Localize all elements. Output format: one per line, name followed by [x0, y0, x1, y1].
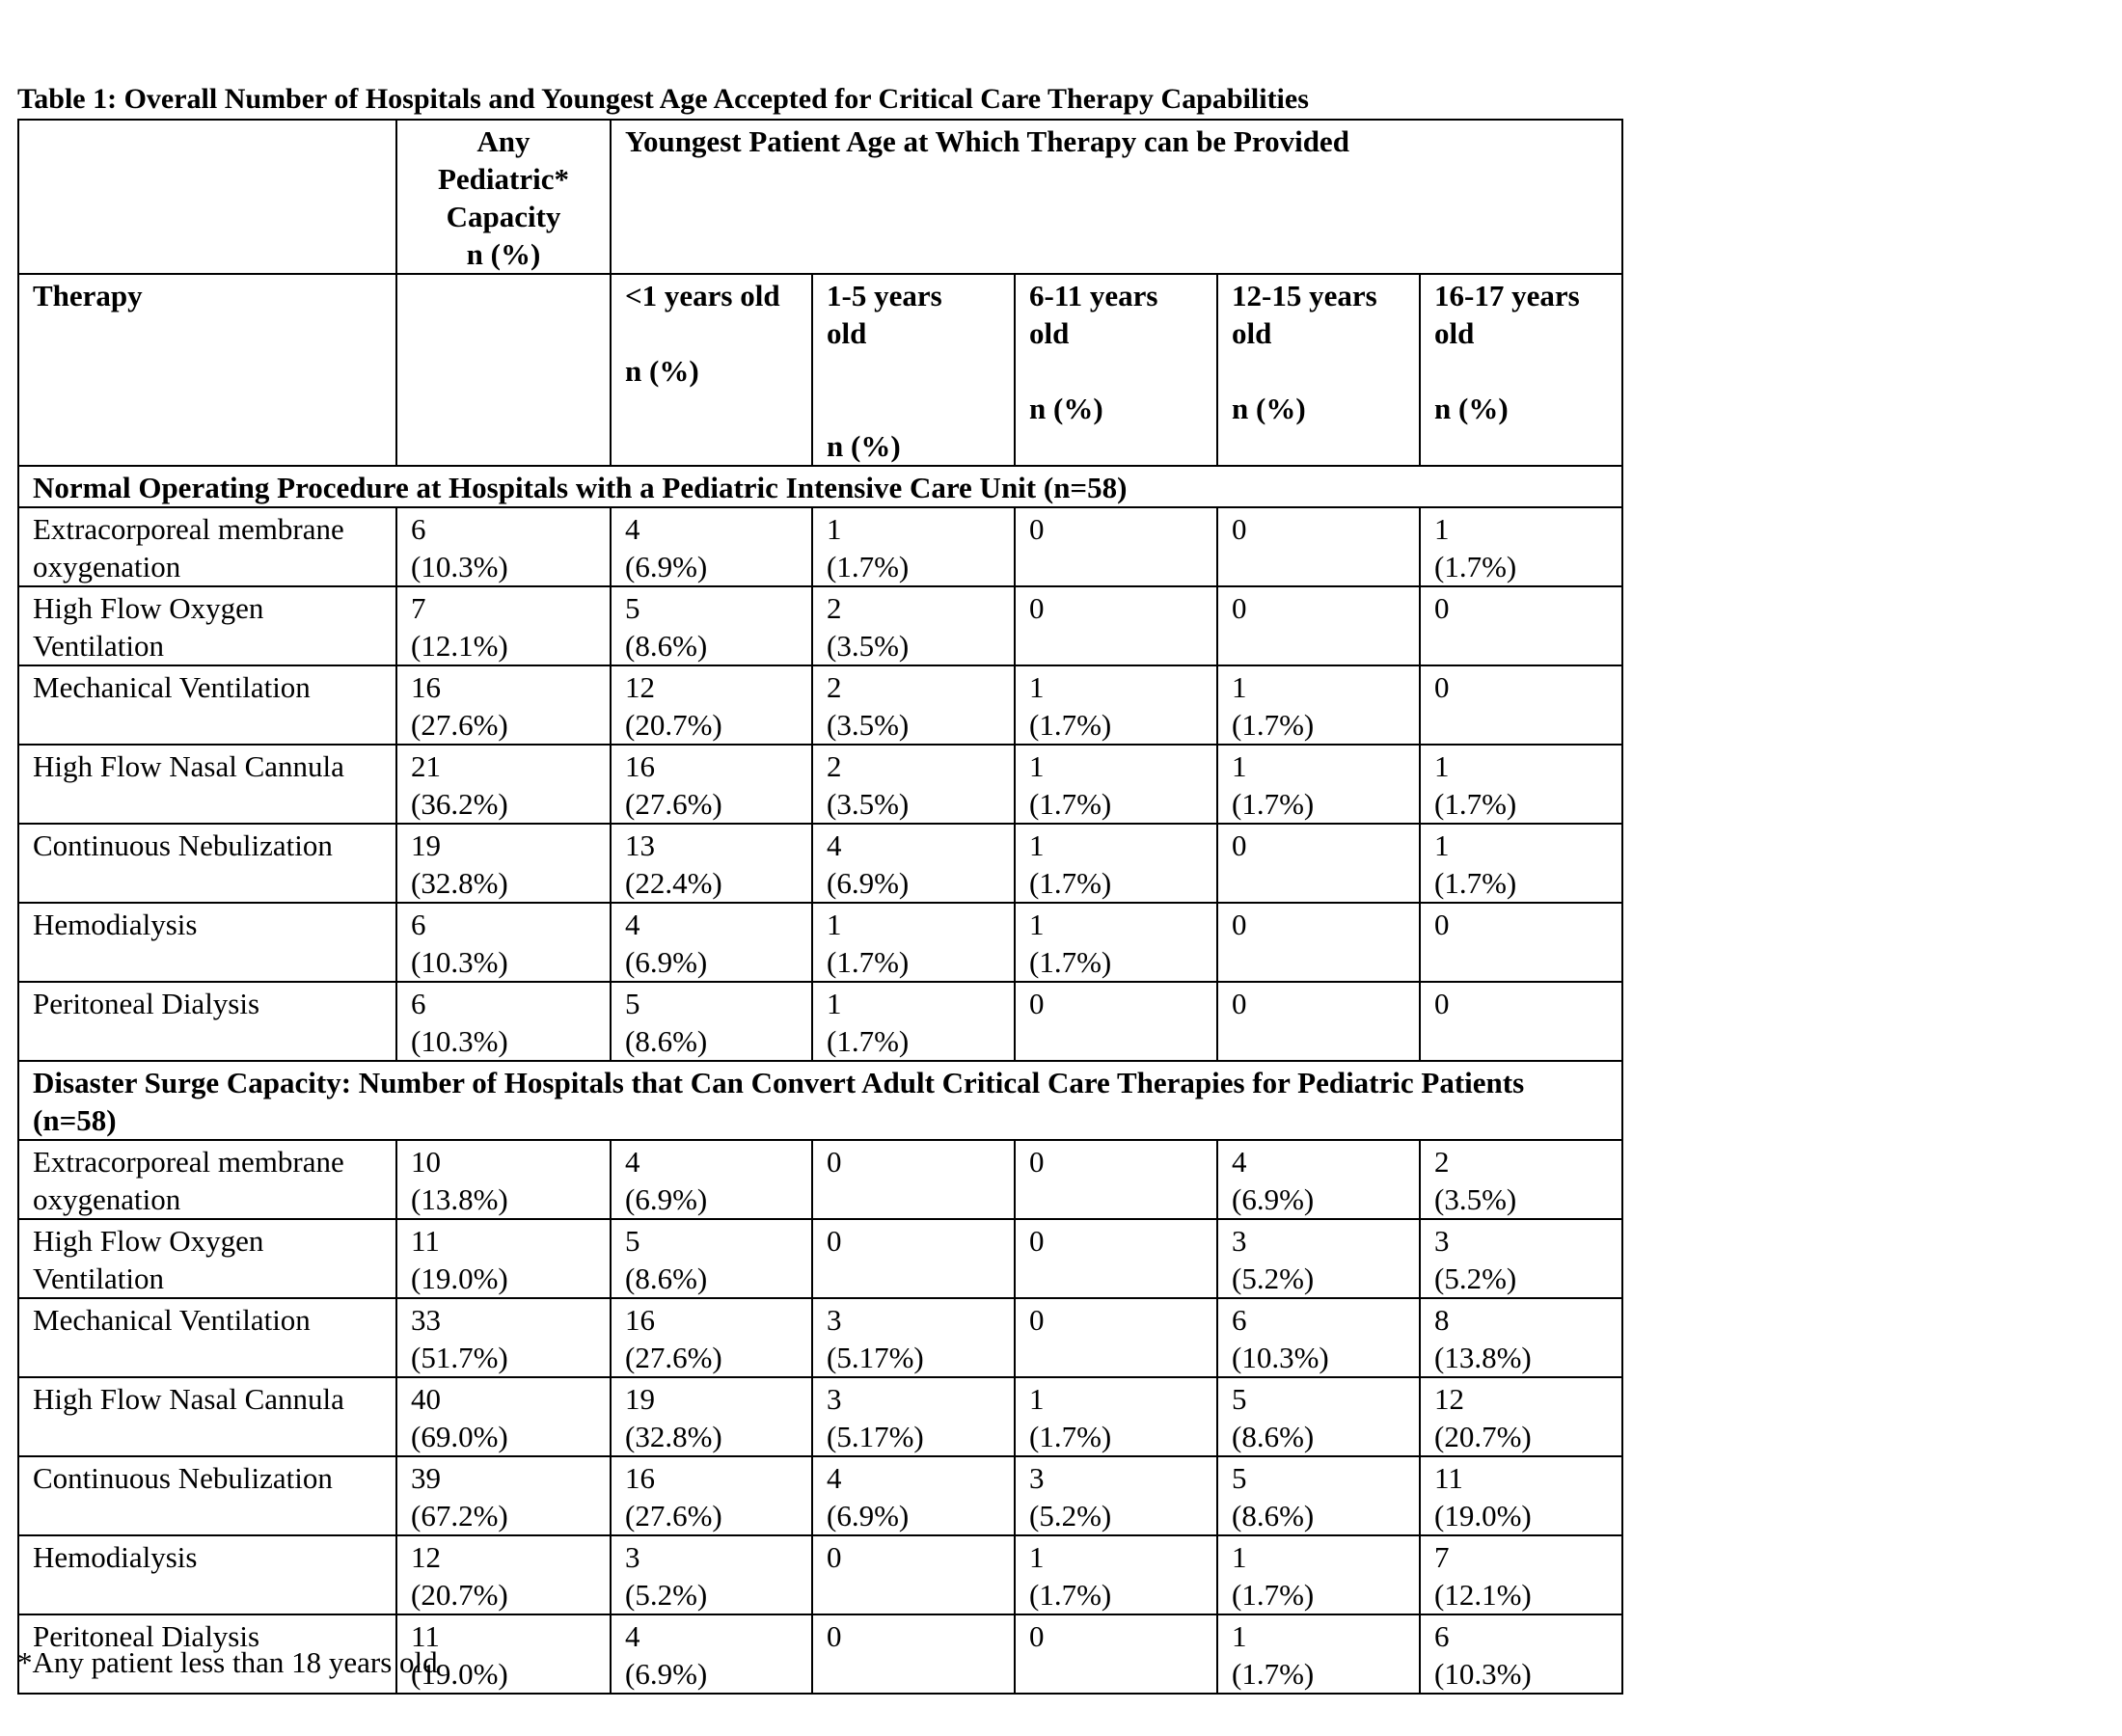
cell-age-6-11: 0	[1015, 586, 1217, 665]
cell-age-12-15: 5 (8.6%)	[1217, 1456, 1420, 1535]
cell-age-lt1: 12 (20.7%)	[611, 665, 812, 745]
table-row	[18, 1377, 1622, 1456]
cell-any-pediatric: 10 (13.8%)	[396, 1140, 611, 1219]
cell-age-1-5: 4 (6.9%)	[812, 824, 1015, 903]
cell-age-1-5: 1 (1.7%)	[812, 507, 1015, 586]
cell-age-6-11: 0	[1015, 1219, 1217, 1298]
cell-any-pediatric: 11 (19.0%)	[396, 1219, 611, 1298]
cell-age-lt1: 4 (6.9%)	[611, 1140, 812, 1219]
cell-any-pediatric: 40 (69.0%)	[396, 1377, 611, 1456]
cell-any-pediatric: 11 (19.0%)	[396, 1614, 611, 1694]
cell-any-pediatric: 6 (10.3%)	[396, 982, 611, 1061]
cell-age-12-15: 0	[1217, 507, 1420, 586]
critical-care-table	[17, 119, 1623, 1695]
table-row	[18, 665, 1622, 745]
cell-age-6-11: 1 (1.7%)	[1015, 665, 1217, 745]
cell-age-16-17: 12 (20.7%)	[1420, 1377, 1622, 1456]
cell-age-1-5: 3 (5.17%)	[812, 1377, 1015, 1456]
cell-any-pediatric: 33 (51.7%)	[396, 1298, 611, 1377]
cell-any-pediatric: 19 (32.8%)	[396, 824, 611, 903]
header-age-16-17: 16-17 years old n (%)	[1420, 274, 1622, 466]
cell-age-1-5: 3 (5.17%)	[812, 1298, 1015, 1377]
table-row	[18, 1456, 1622, 1535]
therapy-name-cell: Continuous Nebulization	[18, 824, 396, 903]
cell-age-16-17: 1 (1.7%)	[1420, 745, 1622, 824]
cell-age-16-17: 6 (10.3%)	[1420, 1614, 1622, 1694]
cell-age-lt1: 3 (5.2%)	[611, 1535, 812, 1614]
cell-age-12-15: 1 (1.7%)	[1217, 1614, 1420, 1694]
cell-age-16-17: 0	[1420, 903, 1622, 982]
cell-age-16-17: 0	[1420, 982, 1622, 1061]
cell-age-12-15: 0	[1217, 586, 1420, 665]
table-row	[18, 1140, 1622, 1219]
cell-any-pediatric: 39 (67.2%)	[396, 1456, 611, 1535]
cell-any-pediatric: 7 (12.1%)	[396, 586, 611, 665]
cell-age-16-17: 2 (3.5%)	[1420, 1140, 1622, 1219]
cell-age-6-11: 0	[1015, 1614, 1217, 1694]
cell-age-lt1: 16 (27.6%)	[611, 745, 812, 824]
cell-age-16-17: 0	[1420, 586, 1622, 665]
therapy-name-cell: High Flow Nasal Cannula	[18, 745, 396, 824]
cell-age-lt1: 4 (6.9%)	[611, 1614, 812, 1694]
cell-age-1-5: 0	[812, 1140, 1015, 1219]
cell-age-6-11: 0	[1015, 1298, 1217, 1377]
therapy-name-cell: Hemodialysis	[18, 1535, 396, 1614]
cell-age-lt1: 4 (6.9%)	[611, 903, 812, 982]
cell-age-6-11: 1 (1.7%)	[1015, 824, 1217, 903]
cell-age-12-15: 4 (6.9%)	[1217, 1140, 1420, 1219]
cell-age-6-11: 1 (1.7%)	[1015, 903, 1217, 982]
cell-age-1-5: 0	[812, 1535, 1015, 1614]
cell-age-12-15: 3 (5.2%)	[1217, 1219, 1420, 1298]
header-any-pediatric: Any Pediatric* Capacity n (%)	[396, 120, 611, 274]
cell-age-6-11: 0	[1015, 1140, 1217, 1219]
table-row	[18, 507, 1622, 586]
table-row	[18, 982, 1622, 1061]
cell-any-pediatric: 6 (10.3%)	[396, 507, 611, 586]
therapy-name-cell: Mechanical Ventilation	[18, 665, 396, 745]
cell-age-lt1: 4 (6.9%)	[611, 507, 812, 586]
cell-age-12-15: 6 (10.3%)	[1217, 1298, 1420, 1377]
therapy-name-cell: Peritoneal Dialysis	[18, 1614, 396, 1694]
table-footnote: *Any patient less than 18 years old	[17, 1645, 438, 1679]
therapy-name-cell: Extracorporeal membrane oxygenation	[18, 507, 396, 586]
cell-age-16-17: 1 (1.7%)	[1420, 507, 1622, 586]
cell-age-1-5: 4 (6.9%)	[812, 1456, 1015, 1535]
section-header-row	[18, 466, 1622, 507]
cell-age-1-5: 1 (1.7%)	[812, 982, 1015, 1061]
table-row	[18, 745, 1622, 824]
cell-age-12-15: 0	[1217, 982, 1420, 1061]
cell-age-16-17: 0	[1420, 665, 1622, 745]
therapy-name-cell: High Flow Oxygen Ventilation	[18, 586, 396, 665]
header-youngest-age: Youngest Patient Age at Which Therapy can be Provided	[611, 120, 1622, 274]
section-header-row	[18, 1061, 1622, 1140]
cell-any-pediatric: 16 (27.6%)	[396, 665, 611, 745]
header-row-1	[18, 120, 1622, 274]
cell-age-12-15: 0	[1217, 824, 1420, 903]
cell-age-1-5: 2 (3.5%)	[812, 586, 1015, 665]
table-row	[18, 586, 1622, 665]
cell-age-12-15: 1 (1.7%)	[1217, 665, 1420, 745]
therapy-name-cell: Hemodialysis	[18, 903, 396, 982]
cell-age-16-17: 8 (13.8%)	[1420, 1298, 1622, 1377]
header-therapy: Therapy	[18, 274, 396, 466]
therapy-name-cell: Mechanical Ventilation	[18, 1298, 396, 1377]
cell-age-lt1: 19 (32.8%)	[611, 1377, 812, 1456]
table-row	[18, 903, 1622, 982]
cell-age-1-5: 2 (3.5%)	[812, 665, 1015, 745]
cell-age-6-11: 1 (1.7%)	[1015, 1377, 1217, 1456]
cell-age-6-11: 3 (5.2%)	[1015, 1456, 1217, 1535]
header-row-2	[18, 274, 1622, 466]
cell-any-pediatric: 12 (20.7%)	[396, 1535, 611, 1614]
table-row	[18, 1535, 1622, 1614]
header-age-1-5: 1-5 years old n (%)	[812, 274, 1015, 466]
header-age-6-11: 6-11 years old n (%)	[1015, 274, 1217, 466]
header-empty-cell	[18, 120, 396, 274]
therapy-name-cell: High Flow Oxygen Ventilation	[18, 1219, 396, 1298]
cell-age-6-11: 0	[1015, 507, 1217, 586]
therapy-name-cell: Peritoneal Dialysis	[18, 982, 396, 1061]
cell-age-lt1: 5 (8.6%)	[611, 1219, 812, 1298]
cell-age-12-15: 1 (1.7%)	[1217, 1535, 1420, 1614]
section-title: Normal Operating Procedure at Hospitals with a Pediatric Intensive Care Unit (n=58)	[18, 466, 1622, 507]
table-row	[18, 824, 1622, 903]
cell-age-12-15: 5 (8.6%)	[1217, 1377, 1420, 1456]
cell-age-lt1: 5 (8.6%)	[611, 982, 812, 1061]
cell-age-16-17: 1 (1.7%)	[1420, 824, 1622, 903]
cell-age-lt1: 5 (8.6%)	[611, 586, 812, 665]
cell-age-lt1: 16 (27.6%)	[611, 1298, 812, 1377]
cell-age-6-11: 1 (1.7%)	[1015, 745, 1217, 824]
cell-age-16-17: 11 (19.0%)	[1420, 1456, 1622, 1535]
therapy-name-cell: Continuous Nebulization	[18, 1456, 396, 1535]
table-row	[18, 1219, 1622, 1298]
cell-age-6-11: 1 (1.7%)	[1015, 1535, 1217, 1614]
table-row	[18, 1298, 1622, 1377]
therapy-name-cell: Extracorporeal membrane oxygenation	[18, 1140, 396, 1219]
therapy-name-cell: High Flow Nasal Cannula	[18, 1377, 396, 1456]
cell-age-lt1: 13 (22.4%)	[611, 824, 812, 903]
cell-age-16-17: 3 (5.2%)	[1420, 1219, 1622, 1298]
cell-age-6-11: 0	[1015, 982, 1217, 1061]
header-age-12-15: 12-15 years old n (%)	[1217, 274, 1420, 466]
table-caption: Table 1: Overall Number of Hospitals and Youngest Age Accepted for Critical Care Therapy Capabilities	[17, 83, 1309, 115]
cell-age-16-17: 7 (12.1%)	[1420, 1535, 1622, 1614]
cell-any-pediatric: 21 (36.2%)	[396, 745, 611, 824]
cell-any-pediatric: 6 (10.3%)	[396, 903, 611, 982]
cell-age-1-5: 0	[812, 1614, 1015, 1694]
cell-age-12-15: 1 (1.7%)	[1217, 745, 1420, 824]
cell-age-lt1: 16 (27.6%)	[611, 1456, 812, 1535]
cell-age-1-5: 2 (3.5%)	[812, 745, 1015, 824]
cell-age-12-15: 0	[1217, 903, 1420, 982]
cell-age-1-5: 0	[812, 1219, 1015, 1298]
header-empty-cell	[396, 274, 611, 466]
cell-age-1-5: 1 (1.7%)	[812, 903, 1015, 982]
section-title: Disaster Surge Capacity: Number of Hospitals that Can Convert Adult Critical Care Therapies for Pediatric Patients (n=58)	[18, 1061, 1622, 1140]
header-age-lt1: <1 years old n (%)	[611, 274, 812, 466]
